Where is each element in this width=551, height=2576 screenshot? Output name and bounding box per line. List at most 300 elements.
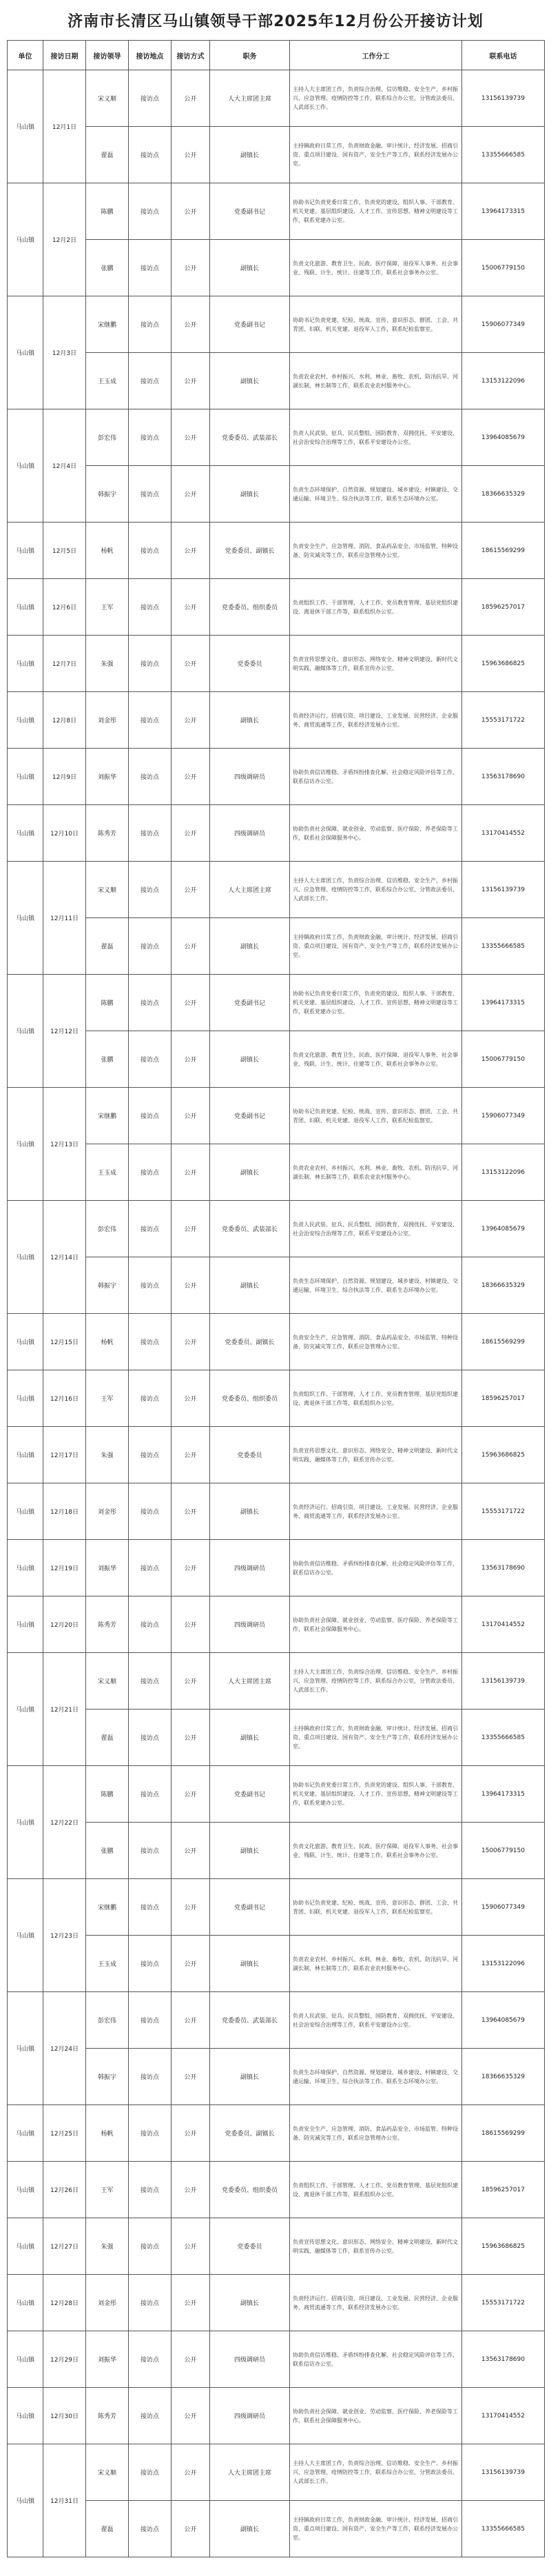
cell-date: 12月13日 bbox=[43, 1088, 86, 1201]
cell-unit: 马山镇 bbox=[8, 2388, 43, 2444]
cell-post: 党委委员、副镇长 bbox=[210, 1314, 290, 1370]
cell-method: 公开 bbox=[171, 975, 210, 1031]
table-row bbox=[8, 749, 545, 805]
cell-post: 党委委员 bbox=[210, 1427, 290, 1483]
cell-phone: 18366635329 bbox=[462, 1257, 545, 1314]
cell-duty: 负责文化旅游、教育卫生、民政、医疗保障、退役军人事务、社会事业、残联、计生、统计、住建等工作，联系社会事务办公室。 bbox=[290, 240, 462, 296]
cell-date: 12月24日 bbox=[43, 1992, 86, 2105]
cell-unit: 马山镇 bbox=[8, 2331, 43, 2388]
cell-place: 接访点 bbox=[129, 1992, 171, 2049]
table-row bbox=[8, 1201, 545, 1257]
cell-duty: 负责人民武装、征兵、民兵整组、国防教育、双拥优抚、平安建设、社会治安综合治理等工作，联系平安建设办公室。 bbox=[290, 409, 462, 466]
cell-place: 接访点 bbox=[129, 1257, 171, 1314]
cell-place: 接访点 bbox=[129, 2049, 171, 2105]
cell-date: 12月5日 bbox=[43, 523, 86, 579]
cell-duty: 主持镇政府日常工作，负责财政金融、审计统计、经济发展、招商引资、重点项目建设、国有资产、安全生产等工作，联系经济发展办公室。 bbox=[290, 2501, 462, 2557]
cell-leader: 刘金彤 bbox=[86, 1483, 129, 1540]
header-unit: 单位 bbox=[8, 41, 43, 70]
cell-post: 党委副书记 bbox=[210, 296, 290, 353]
cell-date: 12月3日 bbox=[43, 296, 86, 409]
cell-method: 公开 bbox=[171, 1879, 210, 1936]
cell-phone: 15553171722 bbox=[462, 1483, 545, 1540]
table-row bbox=[8, 1879, 545, 1936]
table-row bbox=[8, 636, 545, 692]
cell-method: 公开 bbox=[171, 1088, 210, 1144]
cell-leader: 宋继鹏 bbox=[86, 1088, 129, 1144]
cell-date: 12月28日 bbox=[43, 2275, 86, 2331]
cell-method: 公开 bbox=[171, 749, 210, 805]
cell-method: 公开 bbox=[171, 1031, 210, 1088]
cell-date: 12月22日 bbox=[43, 1766, 86, 1879]
table-row bbox=[8, 975, 545, 1031]
cell-place: 接访点 bbox=[129, 1540, 171, 1596]
cell-duty: 负责经济运行、招商引资、项目建设、工业发展、民营经济、企业服务、商贸流通等工作，联系经济发展办公室。 bbox=[290, 1483, 462, 1540]
cell-post: 副镇长 bbox=[210, 692, 290, 749]
cell-leader: 宋义顺 bbox=[86, 70, 129, 127]
cell-date: 12月23日 bbox=[43, 1879, 86, 1992]
cell-leader: 王玉成 bbox=[86, 353, 129, 409]
cell-post: 人大主席团主席 bbox=[210, 70, 290, 127]
table-row bbox=[8, 1144, 545, 1201]
cell-post: 副镇长 bbox=[210, 1257, 290, 1314]
table-row bbox=[8, 2444, 545, 2501]
cell-method: 公开 bbox=[171, 523, 210, 579]
cell-phone: 15906077349 bbox=[462, 1088, 545, 1144]
cell-method: 公开 bbox=[171, 2049, 210, 2105]
cell-duty: 负责宣传思想文化、意识形态、网络安全、精神文明建设、新时代文明实践、融媒体等工作，联系宣传办公室。 bbox=[290, 1427, 462, 1483]
header-phone: 联系电话 bbox=[462, 41, 545, 70]
cell-date: 12月16日 bbox=[43, 1370, 86, 1427]
header-date: 接访日期 bbox=[43, 41, 86, 70]
cell-duty: 主持人大主席团工作，负责综合治理、信访维稳、安全生产、乡村振兴、应急管理、疫情防控等工作，联系综合办公室，分管政法委员、人武部长工作。 bbox=[290, 862, 462, 918]
cell-duty: 主持镇政府日常工作，负责财政金融、审计统计、经济发展、招商引资、重点项目建设、国有资产、安全生产等工作，联系经济发展办公室。 bbox=[290, 918, 462, 975]
cell-unit: 马山镇 bbox=[8, 1879, 43, 1992]
cell-place: 接访点 bbox=[129, 805, 171, 862]
table-row bbox=[8, 1483, 545, 1540]
cell-post: 副镇长 bbox=[210, 1710, 290, 1766]
cell-place: 接访点 bbox=[129, 975, 171, 1031]
table-row bbox=[8, 862, 545, 918]
cell-place: 接访点 bbox=[129, 1823, 171, 1879]
table-row bbox=[8, 1314, 545, 1370]
cell-phone: 13964173315 bbox=[462, 183, 545, 240]
cell-place: 接访点 bbox=[129, 862, 171, 918]
cell-leader: 杨帆 bbox=[86, 523, 129, 579]
table-row bbox=[8, 1710, 545, 1766]
cell-leader: 刘金彤 bbox=[86, 692, 129, 749]
cell-date: 12月27日 bbox=[43, 2218, 86, 2275]
cell-leader: 杨帆 bbox=[86, 1314, 129, 1370]
cell-post: 党委副书记 bbox=[210, 1879, 290, 1936]
title-bar bbox=[0, 0, 551, 40]
cell-leader: 宋义顺 bbox=[86, 862, 129, 918]
cell-phone: 15906077349 bbox=[462, 296, 545, 353]
cell-leader: 刘振华 bbox=[86, 749, 129, 805]
cell-method: 公开 bbox=[171, 1992, 210, 2049]
table-row bbox=[8, 1936, 545, 1992]
cell-post: 四级调研员 bbox=[210, 1540, 290, 1596]
cell-leader: 刘金彤 bbox=[86, 2275, 129, 2331]
cell-place: 接访点 bbox=[129, 692, 171, 749]
cell-post: 副镇长 bbox=[210, 1936, 290, 1992]
cell-unit: 马山镇 bbox=[8, 1370, 43, 1427]
cell-post: 党委副书记 bbox=[210, 1766, 290, 1823]
cell-duty: 负责安全生产、应急管理、消防、食品药品安全、市场监管、特种设备、防灾减灾等工作，联系应急管理办公室。 bbox=[290, 1314, 462, 1370]
table-row bbox=[8, 183, 545, 240]
cell-duty: 负责文化旅游、教育卫生、民政、医疗保障、退役军人事务、社会事业、残联、计生、统计、住建等工作，联系社会事务办公室。 bbox=[290, 1823, 462, 1879]
cell-method: 公开 bbox=[171, 2275, 210, 2331]
table-row bbox=[8, 296, 545, 353]
cell-phone: 18596257017 bbox=[462, 2162, 545, 2218]
cell-duty: 负责生态环境保护、自然资源、规划建设、城乡建设、村镇建设、交通运输、环境卫生、综合执法等工作，联系生态环境办公室。 bbox=[290, 1257, 462, 1314]
cell-unit: 马山镇 bbox=[8, 183, 43, 296]
table-row bbox=[8, 2388, 545, 2444]
cell-date: 12月20日 bbox=[43, 1596, 86, 1653]
cell-post: 党委委员、副镇长 bbox=[210, 2105, 290, 2162]
header-leader: 接访领导 bbox=[86, 41, 129, 70]
cell-leader: 刘振华 bbox=[86, 2331, 129, 2388]
cell-method: 公开 bbox=[171, 1201, 210, 1257]
cell-post: 副镇长 bbox=[210, 1144, 290, 1201]
cell-phone: 13563178690 bbox=[462, 749, 545, 805]
cell-place: 接访点 bbox=[129, 1370, 171, 1427]
cell-place: 接访点 bbox=[129, 2218, 171, 2275]
cell-post: 党委副书记 bbox=[210, 975, 290, 1031]
cell-phone: 13170414552 bbox=[462, 2388, 545, 2444]
cell-method: 公开 bbox=[171, 2162, 210, 2218]
cell-unit: 马山镇 bbox=[8, 523, 43, 579]
cell-post: 党委副书记 bbox=[210, 183, 290, 240]
cell-place: 接访点 bbox=[129, 1879, 171, 1936]
cell-duty: 协助负责社会保障、就业创业、劳动监察、医疗保险、养老保险等工作，联系社会保障服务中心。 bbox=[290, 805, 462, 862]
cell-phone: 13355666585 bbox=[462, 918, 545, 975]
cell-phone: 13563178690 bbox=[462, 1540, 545, 1596]
cell-post: 人大主席团主席 bbox=[210, 2444, 290, 2501]
cell-phone: 13156139739 bbox=[462, 2444, 545, 2501]
cell-unit: 马山镇 bbox=[8, 636, 43, 692]
cell-duty: 负责生态环境保护、自然资源、规划建设、城乡建设、村镇建设、交通运输、环境卫生、综合执法等工作，联系生态环境办公室。 bbox=[290, 466, 462, 523]
cell-leader: 王玉成 bbox=[86, 1144, 129, 1201]
cell-post: 党委副书记 bbox=[210, 1088, 290, 1144]
table-row bbox=[8, 1540, 545, 1596]
cell-phone: 18615569299 bbox=[462, 523, 545, 579]
cell-leader: 宋义顺 bbox=[86, 1653, 129, 1710]
cell-leader: 陈秀芳 bbox=[86, 2388, 129, 2444]
cell-leader: 王军 bbox=[86, 579, 129, 636]
cell-unit: 马山镇 bbox=[8, 1766, 43, 1879]
cell-date: 12月7日 bbox=[43, 636, 86, 692]
cell-duty: 协助负责社会保障、就业创业、劳动监察、医疗保险、养老保险等工作，联系社会保障服务中心。 bbox=[290, 2388, 462, 2444]
table-row bbox=[8, 523, 545, 579]
cell-phone: 13153122096 bbox=[462, 1144, 545, 1201]
cell-leader: 韩振宇 bbox=[86, 466, 129, 523]
cell-unit: 马山镇 bbox=[8, 2275, 43, 2331]
cell-unit: 马山镇 bbox=[8, 1540, 43, 1596]
cell-method: 公开 bbox=[171, 579, 210, 636]
schedule-table bbox=[7, 40, 545, 2557]
cell-method: 公开 bbox=[171, 1596, 210, 1653]
table-row bbox=[8, 805, 545, 862]
cell-date: 12月9日 bbox=[43, 749, 86, 805]
cell-phone: 13170414552 bbox=[462, 1596, 545, 1653]
cell-unit: 马山镇 bbox=[8, 2218, 43, 2275]
cell-phone: 18596257017 bbox=[462, 579, 545, 636]
page-title: 济南市长清区马山镇领导干部2025年12月份公开接访计划 bbox=[67, 12, 484, 30]
cell-method: 公开 bbox=[171, 466, 210, 523]
cell-method: 公开 bbox=[171, 636, 210, 692]
cell-post: 党委委员、组织委员 bbox=[210, 579, 290, 636]
table-row bbox=[8, 2049, 545, 2105]
cell-place: 接访点 bbox=[129, 523, 171, 579]
cell-duty: 协助书记负责党委日常工作，负责党的建设、组织人事、干部教育、机关党建、基层组织建设、人才工作、宣传思想、精神文明建设等工作，联系党建办公室。 bbox=[290, 1766, 462, 1823]
cell-post: 副镇长 bbox=[210, 1823, 290, 1879]
cell-post: 副镇长 bbox=[210, 2049, 290, 2105]
cell-post: 副镇长 bbox=[210, 240, 290, 296]
cell-leader: 王玉成 bbox=[86, 1936, 129, 1992]
cell-place: 接访点 bbox=[129, 579, 171, 636]
cell-date: 12月10日 bbox=[43, 805, 86, 862]
cell-phone: 15006779150 bbox=[462, 240, 545, 296]
cell-date: 12月26日 bbox=[43, 2162, 86, 2218]
header-method: 接访方式 bbox=[171, 41, 210, 70]
cell-duty: 主持镇政府日常工作，负责财政金融、审计统计、经济发展、招商引资、重点项目建设、国有资产、安全生产等工作，联系经济发展办公室。 bbox=[290, 127, 462, 183]
cell-unit: 马山镇 bbox=[8, 862, 43, 975]
cell-post: 四级调研员 bbox=[210, 805, 290, 862]
cell-unit: 马山镇 bbox=[8, 409, 43, 523]
cell-post: 人大主席团主席 bbox=[210, 862, 290, 918]
table-row bbox=[8, 1596, 545, 1653]
cell-post: 副镇长 bbox=[210, 466, 290, 523]
cell-duty: 负责农业农村、乡村振兴、水利、林业、畜牧、农机、防汛抗旱、河湖长制、林长制等工作，联系农业农村服务中心。 bbox=[290, 1936, 462, 1992]
table-row bbox=[8, 2501, 545, 2557]
cell-method: 公开 bbox=[171, 2218, 210, 2275]
cell-post: 党委委员 bbox=[210, 636, 290, 692]
table-row bbox=[8, 240, 545, 296]
cell-unit: 马山镇 bbox=[8, 579, 43, 636]
cell-leader: 翟磊 bbox=[86, 918, 129, 975]
cell-method: 公开 bbox=[171, 805, 210, 862]
table-row bbox=[8, 1031, 545, 1088]
cell-duty: 负责组织工作、干部管理、人才工作、党员教育管理、基层党组织建设、离退休干部工作等，联系组织办公室。 bbox=[290, 579, 462, 636]
cell-place: 接访点 bbox=[129, 1427, 171, 1483]
cell-place: 接访点 bbox=[129, 183, 171, 240]
cell-unit: 马山镇 bbox=[8, 1201, 43, 1314]
cell-method: 公开 bbox=[171, 1144, 210, 1201]
cell-phone: 13156139739 bbox=[462, 1653, 545, 1710]
cell-phone: 13355666585 bbox=[462, 2501, 545, 2557]
cell-method: 公开 bbox=[171, 2331, 210, 2388]
cell-place: 接访点 bbox=[129, 1201, 171, 1257]
cell-place: 接访点 bbox=[129, 2162, 171, 2218]
table-row bbox=[8, 918, 545, 975]
cell-date: 12月30日 bbox=[43, 2388, 86, 2444]
cell-date: 12月4日 bbox=[43, 409, 86, 523]
cell-post: 副镇长 bbox=[210, 1031, 290, 1088]
cell-unit: 马山镇 bbox=[8, 1596, 43, 1653]
cell-duty: 协助书记负责党委日常工作，负责党的建设、组织人事、干部教育、机关党建、基层组织建设、人才工作、宣传思想、精神文明建设等工作，联系党建办公室。 bbox=[290, 975, 462, 1031]
cell-place: 接访点 bbox=[129, 1314, 171, 1370]
cell-method: 公开 bbox=[171, 862, 210, 918]
cell-unit: 马山镇 bbox=[8, 296, 43, 409]
cell-place: 接访点 bbox=[129, 70, 171, 127]
cell-method: 公开 bbox=[171, 1427, 210, 1483]
table-row bbox=[8, 1427, 545, 1483]
cell-date: 12月8日 bbox=[43, 692, 86, 749]
cell-leader: 张鹏 bbox=[86, 1031, 129, 1088]
table-row bbox=[8, 1766, 545, 1823]
cell-place: 接访点 bbox=[129, 1653, 171, 1710]
cell-unit: 马山镇 bbox=[8, 749, 43, 805]
cell-unit: 马山镇 bbox=[8, 692, 43, 749]
cell-date: 12月12日 bbox=[43, 975, 86, 1088]
cell-leader: 翟磊 bbox=[86, 1710, 129, 1766]
cell-method: 公开 bbox=[171, 70, 210, 127]
cell-leader: 陈鹏 bbox=[86, 1766, 129, 1823]
cell-post: 副镇长 bbox=[210, 353, 290, 409]
table-row bbox=[8, 1257, 545, 1314]
cell-method: 公开 bbox=[171, 353, 210, 409]
cell-place: 接访点 bbox=[129, 296, 171, 353]
cell-phone: 15963686825 bbox=[462, 636, 545, 692]
cell-duty: 负责人民武装、征兵、民兵整组、国防教育、双拥优抚、平安建设、社会治安综合治理等工作，联系平安建设办公室。 bbox=[290, 1201, 462, 1257]
table-row bbox=[8, 70, 545, 127]
table-row bbox=[8, 466, 545, 523]
cell-duty: 负责生态环境保护、自然资源、规划建设、城乡建设、村镇建设、交通运输、环境卫生、综合执法等工作，联系生态环境办公室。 bbox=[290, 2049, 462, 2105]
cell-phone: 15906077349 bbox=[462, 1879, 545, 1936]
cell-leader: 朱强 bbox=[86, 636, 129, 692]
cell-phone: 13964173315 bbox=[462, 1766, 545, 1823]
cell-method: 公开 bbox=[171, 240, 210, 296]
cell-place: 接访点 bbox=[129, 1936, 171, 1992]
cell-leader: 刘振华 bbox=[86, 1540, 129, 1596]
cell-unit: 马山镇 bbox=[8, 975, 43, 1088]
cell-unit: 马山镇 bbox=[8, 2105, 43, 2162]
cell-leader: 彭宏伟 bbox=[86, 409, 129, 466]
cell-place: 接访点 bbox=[129, 749, 171, 805]
cell-leader: 宋义顺 bbox=[86, 2444, 129, 2501]
cell-duty: 负责宣传思想文化、意识形态、网络安全、精神文明建设、新时代文明实践、融媒体等工作，联系宣传办公室。 bbox=[290, 2218, 462, 2275]
cell-duty: 协助负责社会保障、就业创业、劳动监察、医疗保险、养老保险等工作，联系社会保障服务中心。 bbox=[290, 1596, 462, 1653]
cell-leader: 陈鹏 bbox=[86, 975, 129, 1031]
cell-post: 四级调研员 bbox=[210, 749, 290, 805]
cell-post: 副镇长 bbox=[210, 127, 290, 183]
cell-phone: 18615569299 bbox=[462, 2105, 545, 2162]
cell-method: 公开 bbox=[171, 692, 210, 749]
cell-place: 接访点 bbox=[129, 636, 171, 692]
cell-post: 党委委员、武装部长 bbox=[210, 1201, 290, 1257]
cell-method: 公开 bbox=[171, 2388, 210, 2444]
cell-unit: 马山镇 bbox=[8, 1314, 43, 1370]
cell-leader: 陈秀芳 bbox=[86, 805, 129, 862]
cell-post: 人大主席团主席 bbox=[210, 1653, 290, 1710]
cell-duty: 负责安全生产、应急管理、消防、食品药品安全、市场监管、特种设备、防灾减灾等工作，联系应急管理办公室。 bbox=[290, 2105, 462, 2162]
header-post: 职务 bbox=[210, 41, 290, 70]
cell-date: 12月2日 bbox=[43, 183, 86, 296]
cell-phone: 13355666585 bbox=[462, 1710, 545, 1766]
cell-unit: 马山镇 bbox=[8, 2162, 43, 2218]
cell-leader: 张鹏 bbox=[86, 240, 129, 296]
cell-duty: 协助负责信访维稳、矛盾纠纷排查化解、社会稳定风险评估等工作，联系信访办公室。 bbox=[290, 1540, 462, 1596]
cell-place: 接访点 bbox=[129, 409, 171, 466]
cell-phone: 13563178690 bbox=[462, 2331, 545, 2388]
cell-unit: 马山镇 bbox=[8, 1483, 43, 1540]
table-row bbox=[8, 1992, 545, 2049]
cell-date: 12月15日 bbox=[43, 1314, 86, 1370]
cell-method: 公开 bbox=[171, 2444, 210, 2501]
cell-leader: 王军 bbox=[86, 1370, 129, 1427]
cell-duty: 主持人大主席团工作，负责综合治理、信访维稳、安全生产、乡村振兴、应急管理、疫情防控等工作，联系综合办公室，分管政法委员、人武部长工作。 bbox=[290, 70, 462, 127]
table-row bbox=[8, 2331, 545, 2388]
cell-phone: 15006779150 bbox=[462, 1031, 545, 1088]
cell-phone: 13964173315 bbox=[462, 975, 545, 1031]
cell-date: 12月29日 bbox=[43, 2331, 86, 2388]
cell-unit: 马山镇 bbox=[8, 1992, 43, 2105]
cell-method: 公开 bbox=[171, 1936, 210, 1992]
cell-duty: 负责组织工作、干部管理、人才工作、党员教育管理、基层党组织建设、离退休干部工作等，联系组织办公室。 bbox=[290, 1370, 462, 1427]
table-row bbox=[8, 1088, 545, 1144]
cell-phone: 13964085679 bbox=[462, 1992, 545, 2049]
table-row bbox=[8, 2275, 545, 2331]
cell-post: 党委委员、组织委员 bbox=[210, 2162, 290, 2218]
cell-leader: 王军 bbox=[86, 2162, 129, 2218]
cell-unit: 马山镇 bbox=[8, 1088, 43, 1201]
cell-phone: 15553171722 bbox=[462, 2275, 545, 2331]
cell-place: 接访点 bbox=[129, 353, 171, 409]
cell-leader: 宋继鹏 bbox=[86, 1879, 129, 1936]
cell-method: 公开 bbox=[171, 1540, 210, 1596]
cell-phone: 15006779150 bbox=[462, 1823, 545, 1879]
cell-place: 接访点 bbox=[129, 466, 171, 523]
cell-phone: 13153122096 bbox=[462, 353, 545, 409]
cell-method: 公开 bbox=[171, 1483, 210, 1540]
table-row bbox=[8, 2218, 545, 2275]
cell-date: 12月17日 bbox=[43, 1427, 86, 1483]
cell-date: 12月19日 bbox=[43, 1540, 86, 1596]
cell-duty: 协助书记负责党建、纪检、统战、宣传、意识形态、群团、工会、共青团、妇联、机关党建、退役军人工作，联系纪检监察室。 bbox=[290, 296, 462, 353]
cell-post: 副镇长 bbox=[210, 2501, 290, 2557]
cell-duty: 负责人民武装、征兵、民兵整组、国防教育、双拥优抚、平安建设、社会治安综合治理等工作，联系平安建设办公室。 bbox=[290, 1992, 462, 2049]
cell-unit: 马山镇 bbox=[8, 805, 43, 862]
cell-duty: 协助负责信访维稳、矛盾纠纷排查化解、社会稳定风险评估等工作，联系信访办公室。 bbox=[290, 749, 462, 805]
table-row bbox=[8, 409, 545, 466]
cell-method: 公开 bbox=[171, 1370, 210, 1427]
cell-post: 党委委员 bbox=[210, 2218, 290, 2275]
cell-leader: 韩振宇 bbox=[86, 1257, 129, 1314]
cell-leader: 朱强 bbox=[86, 1427, 129, 1483]
cell-date: 12月14日 bbox=[43, 1201, 86, 1314]
cell-post: 四级调研员 bbox=[210, 1596, 290, 1653]
cell-post: 党委委员、武装部长 bbox=[210, 1992, 290, 2049]
header-place: 接访地点 bbox=[129, 41, 171, 70]
cell-unit: 马山镇 bbox=[8, 1653, 43, 1766]
cell-phone: 18366635329 bbox=[462, 466, 545, 523]
table-row bbox=[8, 353, 545, 409]
cell-duty: 负责经济运行、招商引资、项目建设、工业发展、民营经济、企业服务、商贸流通等工作，联系经济发展办公室。 bbox=[290, 692, 462, 749]
cell-date: 12月11日 bbox=[43, 862, 86, 975]
cell-place: 接访点 bbox=[129, 240, 171, 296]
cell-method: 公开 bbox=[171, 918, 210, 975]
cell-duty: 负责经济运行、招商引资、项目建设、工业发展、民营经济、企业服务、商贸流通等工作，联系经济发展办公室。 bbox=[290, 2275, 462, 2331]
cell-place: 接访点 bbox=[129, 2501, 171, 2557]
cell-duty: 协助书记负责党委日常工作，负责党的建设、组织人事、干部教育、机关党建、基层组织建设、人才工作、宣传思想、精神文明建设等工作，联系党建办公室。 bbox=[290, 183, 462, 240]
cell-method: 公开 bbox=[171, 1766, 210, 1823]
cell-place: 接访点 bbox=[129, 1483, 171, 1540]
cell-post: 党委委员、副镇长 bbox=[210, 523, 290, 579]
cell-place: 接访点 bbox=[129, 918, 171, 975]
cell-duty: 负责宣传思想文化、意识形态、网络安全、精神文明建设、新时代文明实践、融媒体等工作，联系宣传办公室。 bbox=[290, 636, 462, 692]
cell-method: 公开 bbox=[171, 1257, 210, 1314]
cell-method: 公开 bbox=[171, 296, 210, 353]
